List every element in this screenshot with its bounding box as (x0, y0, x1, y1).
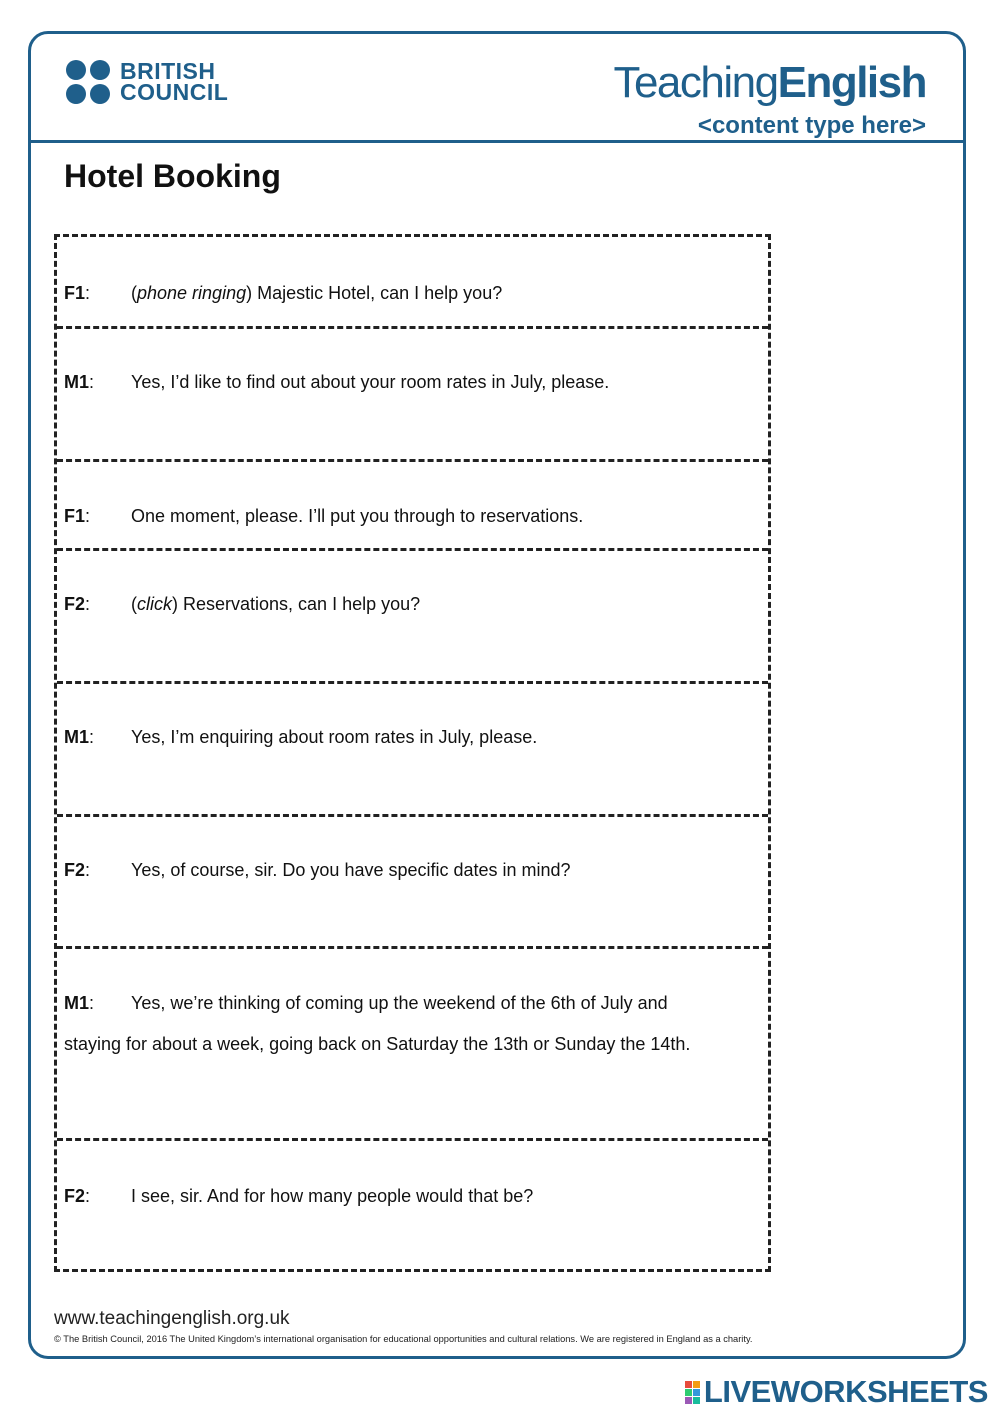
dialogue-line: M1: Yes, I’d like to find out about your room rates in July, please. (64, 372, 610, 392)
dialogue-line: F2: I see, sir. And for how many people would that be? (64, 1186, 534, 1206)
liveworksheets-icon (685, 1381, 700, 1404)
british-council-logo (66, 60, 228, 104)
liveworksheets-wordmark: LIVEWORKSHEETS (703, 1374, 988, 1409)
dialogue-line: F1: (phone ringing) Majestic Hotel, can I help you? (64, 283, 503, 303)
dialogue-line: F2: Yes, of course, sir. Do you have specific dates in mind? (64, 860, 571, 880)
dialogue-text: Yes, I’d like to find out about your room rates in July, please. (131, 372, 610, 392)
dialogue-cards (54, 234, 771, 1272)
speaker-label: M1 (64, 993, 90, 1013)
speaker-label: F2 (64, 594, 86, 614)
dialogue-card (57, 459, 768, 549)
dialogue-line: M1: Yes, I’m enquiring about room rates in July, please. (64, 727, 538, 747)
dialogue-card (57, 1138, 768, 1272)
dialogue-text: (phone ringing) Majestic Hotel, can I help you? (131, 283, 503, 303)
dialogue-text: Yes, we’re thinking of coming up the weekend of the 6th of July and (131, 993, 668, 1013)
logo-teaching: Teaching (613, 58, 778, 107)
content-type-label: <content type here> (697, 112, 926, 139)
british-council-dots-icon (66, 60, 110, 104)
speaker-label: F2 (64, 1186, 86, 1206)
dialogue-card (57, 814, 768, 948)
dialogue-card (57, 326, 768, 460)
dialogue-card (57, 237, 768, 326)
dialogue-text: (click) Reservations, can I help you? (131, 594, 421, 614)
liveworksheets-watermark (685, 1374, 988, 1410)
dialogue-text: Yes, of course, sir. Do you have specific dates in mind? (131, 860, 571, 880)
dialogue-line: M1: Yes, we’re thinking of coming up the weekend of the 6th of July and (64, 993, 668, 1013)
speaker-label: M1 (64, 727, 90, 747)
dialogue-line: F1: One moment, please. I’ll put you through to reservations. (64, 506, 584, 526)
footer-url: www.teachingenglish.org.uk (54, 1308, 290, 1329)
dialogue-line: F2: (click) Reservations, can I help you? (64, 594, 421, 614)
copyright-notice: © The British Council, 2016 The United Kingdom’s international organisation for educational opportunities and cultural relations. We are registered in England as a charity. (54, 1334, 753, 1344)
dialogue-text: I see, sir. And for how many people would that be? (131, 1186, 534, 1206)
page-title: Hotel Booking (64, 158, 281, 194)
speaker-label: F1 (64, 283, 86, 303)
speaker-label: F2 (64, 860, 86, 880)
dialogue-card (57, 548, 768, 682)
speaker-label: M1 (64, 372, 90, 392)
dialogue-card (57, 681, 768, 815)
dialogue-continuation: staying for about a week, going back on Saturday the 13th or Sunday the 14th. (64, 1034, 691, 1054)
dialogue-text: Yes, I’m enquiring about room rates in July, please. (131, 727, 538, 747)
logo-english: English (777, 58, 926, 107)
teaching-english-logo (613, 58, 926, 108)
speaker-label: F1 (64, 506, 86, 526)
dialogue-text: One moment, please. I’ll put you through to reservations. (131, 506, 584, 526)
british-council-wordmark: BRITISH COUNCIL (120, 58, 229, 105)
header-divider (31, 140, 963, 143)
dialogue-card (57, 946, 768, 1139)
